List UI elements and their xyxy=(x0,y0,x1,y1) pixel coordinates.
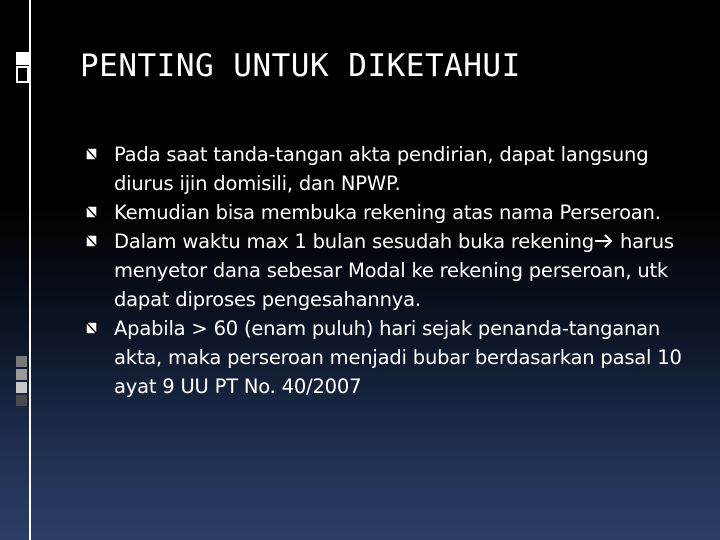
right-arrow-icon xyxy=(594,233,614,249)
decorative-square-outline xyxy=(16,66,29,83)
square-bullet-icon xyxy=(86,235,97,247)
vertical-divider-line xyxy=(29,0,31,540)
bullet-item xyxy=(86,140,696,198)
bullet-item xyxy=(86,227,696,314)
decorative-square-small xyxy=(16,395,27,406)
bullet-text-continued: harus menyetor dana sebesar Modal ke rekening perseroan, utk dapat diproses pengesahannya. xyxy=(114,230,674,311)
bullet-text: Apabila > 60 (enam puluh) hari sejak penanda-tanganan akta, maka perseroan menjadi bubar berdasarkan pasal 10 ayat 9 UU PT No. 40/2007 xyxy=(114,317,682,398)
bullet-list xyxy=(86,140,696,401)
square-bullet-icon xyxy=(86,322,97,334)
bullet-item xyxy=(86,314,696,401)
bullet-item xyxy=(86,198,696,227)
bullet-text: Pada saat tanda-tangan akta pendirian, dapat langsung diurus ijin domisili, dan NPWP. xyxy=(114,143,649,195)
decorative-square-small xyxy=(16,382,27,393)
bullet-text: Dalam waktu max 1 bulan sesudah buka rekening xyxy=(114,230,594,253)
slide-title: PENTING UNTUK DIKETAHUI xyxy=(80,48,521,84)
decorative-square-small xyxy=(16,369,27,380)
decorative-square xyxy=(16,52,29,65)
square-bullet-icon xyxy=(86,148,97,160)
square-bullet-icon xyxy=(86,206,97,218)
bullet-text: Kemudian bisa membuka rekening atas nama Perseroan. xyxy=(114,201,661,224)
decorative-square-small xyxy=(16,356,27,367)
